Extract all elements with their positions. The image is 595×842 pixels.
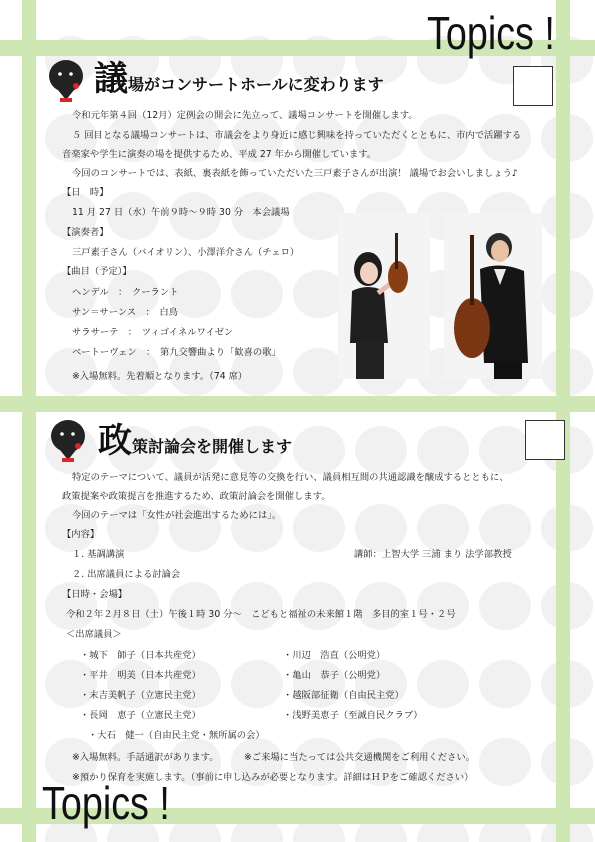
s2-lecturer: 講師：上智大学 三浦 まり 法学部教授 <box>354 549 512 560</box>
member-left: ・城下 師子（日本共産党） <box>80 650 201 661</box>
s2-para1a: 特定のテーマについて、議員が活発に意見等の交換を行い、議員相互間の共通認識を醸成するとともに、 <box>72 472 509 483</box>
member-right: ・越阪部征衛（自由民主党） <box>283 690 404 701</box>
background-mascot-shape <box>479 660 531 708</box>
background-mascot-shape <box>231 582 283 630</box>
background-mascot-shape <box>479 426 531 474</box>
member-left: ・長岡 恵子（立憲民主党） <box>80 710 201 721</box>
background-mascot-shape <box>355 582 407 630</box>
background-mascot-shape <box>417 582 469 630</box>
member-left: ・大石 健一（自由民主党・無所属の会） <box>88 730 265 741</box>
s2-note1b: ※ご来場に当たっては公共交通機関をご利用ください。 <box>244 752 475 763</box>
s2-para2: 今回のテーマは「女性が社会進出するためには」。 <box>72 510 282 521</box>
s2-datetime-value: 令和２年２月８日（土）午後１時 30 分〜 こどもと福祉の未来館１階 多目的室１号・２号 <box>66 609 456 620</box>
background-mascot-shape <box>417 660 469 708</box>
background-mascot-shape <box>231 270 283 318</box>
s1-para3: 今回のコンサートでは、表紙、裏表紙を飾っていただいた三戸素子さんが出演！ 議場でお会いしましょう♪ <box>72 168 518 179</box>
green-band-middle <box>0 396 595 412</box>
s1-song-item: サン＝サーンス ： 白鳥 <box>72 307 178 318</box>
member-right: ・亀山 恭子（公明党） <box>283 670 386 681</box>
topics-label-top: Topics ! <box>427 7 555 59</box>
mascot-icon <box>48 418 88 464</box>
section1-heading-rest: 場がコンサートホールに変わります <box>128 75 384 94</box>
s1-date-label: 【日 時】 <box>62 187 109 198</box>
s1-note: ※入場無料。先着順となります。（74 席） <box>72 371 248 382</box>
s2-datetime-label: 【日時・会場】 <box>62 589 128 600</box>
s2-note1: ※入場無料。手話通訳があります。 <box>72 752 219 763</box>
background-mascot-shape <box>417 504 469 552</box>
section2-heading-rest: 策討論会を開催します <box>132 437 293 456</box>
s2-content-label: 【内容】 <box>62 529 100 540</box>
cellist-photo <box>444 213 542 379</box>
s1-para2b: 音楽家や学生に演奏の場を提供するため、平成 27 年から開催しています。 <box>62 149 377 160</box>
s1-performers-label: 【演奏者】 <box>62 227 109 238</box>
member-right: ・川辺 浩直（公明党） <box>283 650 386 661</box>
s1-song-item: ヘンデル ： クーラント <box>72 287 179 298</box>
background-mascot-shape <box>293 426 345 474</box>
background-mascot-shape <box>293 582 345 630</box>
s2-members-label: ＜出席議員＞ <box>66 629 122 640</box>
topics-label-bottom: Topics ! <box>42 777 170 829</box>
s1-song-item: サラサーテ ： ツィゴイネルワイゼン <box>72 327 234 338</box>
section2-heading-initial: 政 <box>98 421 132 461</box>
green-band-left <box>22 0 36 842</box>
s2-item2: ２. 出席議員による討論会 <box>72 569 181 580</box>
s1-song-item: ベートーヴェン ： 第九交響曲より「歓喜の歌」 <box>72 347 281 358</box>
background-mascot-shape <box>355 426 407 474</box>
violinist-photo <box>338 213 430 379</box>
background-mascot-shape <box>479 738 531 786</box>
s1-songs-label: 【曲目（予定）】 <box>62 266 132 277</box>
member-left: ・末吉美帆子（立憲民主党） <box>80 690 201 701</box>
s2-note2: ※預かり保育を実施します。（事前に申し込みが必要となります。詳細はＨＰをご確認ください） <box>72 772 474 783</box>
background-mascot-shape <box>355 504 407 552</box>
background-mascot-shape <box>479 582 531 630</box>
s1-date-value: 11 月 27 日（水）午前９時〜９時 30 分 本会議場 <box>72 207 290 218</box>
background-mascot-shape <box>417 426 469 474</box>
s1-performers-value: 三戸素子さん（バイオリン）、小澤洋介さん（チェロ） <box>72 247 300 258</box>
section1-heading-initial: 議 <box>94 59 128 99</box>
member-left: ・平井 明美（日本共産党） <box>80 670 201 681</box>
background-mascot-shape <box>231 660 283 708</box>
mascot-icon <box>46 58 86 104</box>
background-mascot-shape <box>169 582 221 630</box>
s2-para1b: 政策提案や政策提言を推進するため、政策討論会を開催します。 <box>62 491 331 502</box>
s1-para2a: ５ 回目となる議場コンサートは、市議会をより身近に感じ興味を持っていただくとともに、市内で活躍する <box>72 130 522 141</box>
s2-item1: １. 基調講演 <box>72 549 125 560</box>
background-mascot-shape <box>293 504 345 552</box>
member-right: ・浅野美恵子（至誠自民クラブ） <box>283 710 423 721</box>
section1-heading <box>94 59 384 99</box>
s1-para1: 令和元年第４回（12月）定例会の開会に先立って、議場コンサートを開催します。 <box>72 110 418 121</box>
background-mascot-shape <box>479 504 531 552</box>
section1-checkbox[interactable] <box>513 66 553 106</box>
section2-checkbox[interactable] <box>525 420 565 460</box>
section2-heading <box>98 421 293 461</box>
